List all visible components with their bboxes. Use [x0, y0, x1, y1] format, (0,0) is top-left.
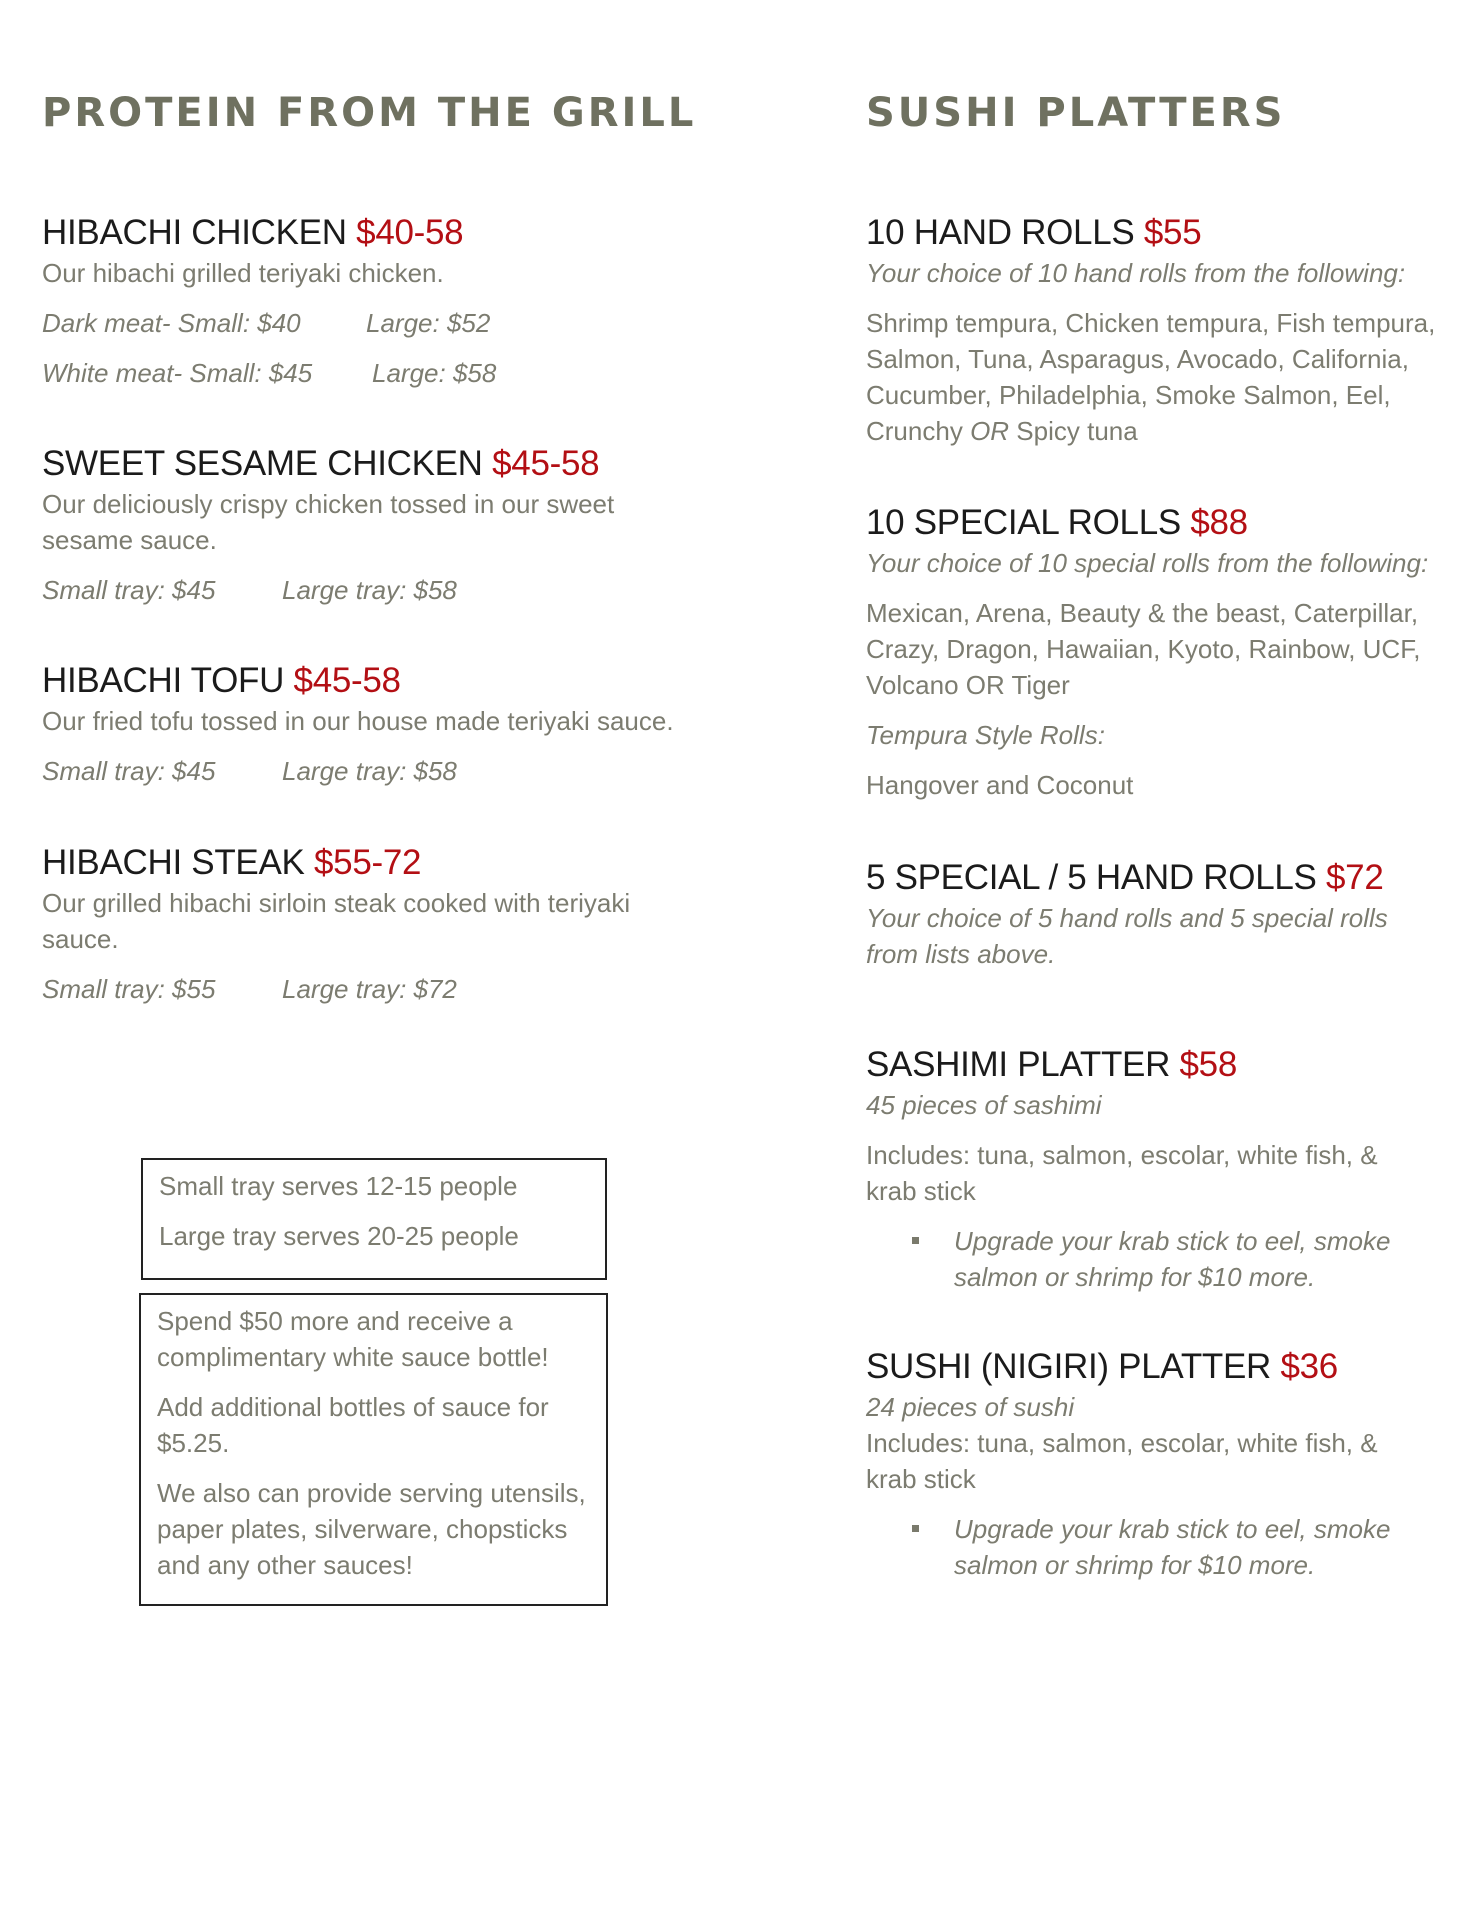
- item-price: $40-58: [356, 213, 464, 252]
- price-option-left: Small tray: $55: [42, 974, 216, 1004]
- item-title: [866, 856, 1446, 900]
- item-includes: Includes: tuna, salmon, escolar, white fish, & krab stick: [866, 1428, 1378, 1494]
- price-option-right: Large: $52: [366, 308, 491, 338]
- item-price: $45-58: [293, 661, 401, 700]
- additional-sauce-note: Add additional bottles of sauce for $5.25.: [157, 1392, 549, 1458]
- tray-size-box: [141, 1158, 607, 1280]
- item-title: [42, 211, 682, 255]
- price-option-right: Large tray: $72: [282, 974, 457, 1004]
- tray-large-note: Large tray serves 20-25 people: [159, 1221, 519, 1251]
- item-name: HIBACHI TOFU: [42, 661, 285, 700]
- item-title: [42, 442, 682, 486]
- item-subtitle: Your choice of 10 hand rolls from the following:: [866, 258, 1406, 288]
- upgrade-text: Upgrade your krab stick to eel, smoke salmon or shrimp for $10 more.: [954, 1226, 1391, 1292]
- item-description: Our hibachi grilled teriyaki chicken.: [42, 258, 444, 288]
- square-bullet-icon: [912, 1525, 919, 1532]
- price-option-right: Large: $58: [372, 358, 497, 388]
- price-option-left: White meat- Small: $45: [42, 358, 313, 388]
- price-option-right: Large tray: $58: [282, 756, 457, 786]
- item-name: 5 SPECIAL / 5 HAND ROLLS: [866, 858, 1317, 897]
- white-sauce-note: Spend $50 more and receive a complimentary white sauce bottle!: [157, 1306, 549, 1372]
- hand-roll-list: Shrimp tempura, Chicken tempura, Fish tempura, Salmon, Tuna, Asparagus, Avocado, California, Cucumber, Philadelphia, Smoke Salmon, Eel, Crunchy: [866, 308, 1436, 446]
- price-option-row: [42, 305, 682, 341]
- item-title: [42, 659, 682, 703]
- menu-item-sweet-sesame-chicken: [42, 442, 682, 608]
- menu-item-hand-rolls: [866, 211, 1446, 449]
- item-title: [42, 841, 682, 885]
- item-name: 10 HAND ROLLS: [866, 213, 1135, 252]
- tempura-list: Hangover and Coconut: [866, 770, 1134, 800]
- menu-item-nigiri-platter: [866, 1345, 1446, 1583]
- price-option-row: [42, 355, 682, 391]
- menu-item-special-rolls: [866, 501, 1446, 803]
- menu-item-hibachi-chicken: [42, 211, 682, 391]
- item-description: Our grilled hibachi sirloin steak cooked with teriyaki sauce.: [42, 888, 631, 954]
- item-title: [866, 501, 1446, 545]
- item-title: [866, 211, 1446, 255]
- item-title: [866, 1043, 1446, 1087]
- upgrade-bullet: [954, 1223, 1446, 1295]
- menu-item-sashimi-platter: [866, 1043, 1446, 1295]
- or-text: OR: [970, 416, 1010, 446]
- item-name: HIBACHI CHICKEN: [42, 213, 347, 252]
- extras-info-box: [139, 1293, 608, 1606]
- item-price: $36: [1280, 1347, 1338, 1386]
- item-subtitle: Your choice of 5 hand rolls and 5 special rolls from lists above.: [866, 903, 1388, 969]
- item-description: Our fried tofu tossed in our house made teriyaki sauce.: [42, 706, 674, 736]
- hand-roll-list-end: Spicy tuna: [1016, 416, 1138, 446]
- item-subtitle: Your choice of 10 special rolls from the following:: [866, 548, 1429, 578]
- item-name: SUSHI (NIGIRI) PLATTER: [866, 1347, 1272, 1386]
- item-description: Our deliciously crispy chicken tossed in our sweet sesame sauce.: [42, 489, 615, 555]
- item-price: $55-72: [314, 843, 422, 882]
- menu-item-hibachi-tofu: [42, 659, 682, 789]
- item-name: 10 SPECIAL ROLLS: [866, 503, 1181, 542]
- menu-item-combo-rolls: [866, 856, 1446, 972]
- square-bullet-icon: [912, 1237, 919, 1244]
- upgrade-list: [866, 1223, 1446, 1295]
- upgrade-list: [866, 1511, 1446, 1583]
- item-name: SWEET SESAME CHICKEN: [42, 444, 483, 483]
- upgrade-bullet: [954, 1511, 1446, 1583]
- hand-roll-options: [866, 305, 1446, 449]
- price-option-left: Dark meat- Small: $40: [42, 308, 301, 338]
- item-name: SASHIMI PLATTER: [866, 1045, 1171, 1084]
- menu-item-hibachi-steak: [42, 841, 682, 1007]
- item-price: $72: [1326, 858, 1384, 897]
- section-title-sushi: SUSHI PLATTERS: [866, 90, 1286, 136]
- serving-utensils-note: We also can provide serving utensils, paper plates, silverware, chopsticks and any other sauces!: [157, 1478, 586, 1580]
- item-price: $45-58: [492, 444, 600, 483]
- price-option-row: [42, 971, 682, 1007]
- item-subtitle: 45 pieces of sashimi: [866, 1090, 1102, 1120]
- tray-small-note: Small tray serves 12-15 people: [159, 1171, 518, 1201]
- section-title-grill: PROTEIN FROM THE GRILL: [42, 90, 697, 136]
- item-title: [866, 1345, 1446, 1389]
- item-price: $88: [1190, 503, 1248, 542]
- upgrade-text: Upgrade your krab stick to eel, smoke salmon or shrimp for $10 more.: [954, 1514, 1391, 1580]
- price-option-right: Large tray: $58: [282, 575, 457, 605]
- item-price: $58: [1179, 1045, 1238, 1084]
- tempura-label: Tempura Style Rolls:: [866, 720, 1105, 750]
- item-name: HIBACHI STEAK: [42, 843, 305, 882]
- item-price: $55: [1143, 213, 1202, 252]
- price-option-left: Small tray: $45: [42, 575, 216, 605]
- price-option-row: [42, 572, 682, 608]
- price-option-row: [42, 753, 682, 789]
- special-roll-list: Mexican, Arena, Beauty & the beast, Caterpillar, Crazy, Dragon, Hawaiian, Kyoto, Rainbow, UCF, Volcano OR Tiger: [866, 598, 1421, 700]
- price-option-left: Small tray: $45: [42, 756, 216, 786]
- item-includes: Includes: tuna, salmon, escolar, white fish, & krab stick: [866, 1140, 1378, 1206]
- item-subtitle: 24 pieces of sushi: [866, 1392, 1075, 1422]
